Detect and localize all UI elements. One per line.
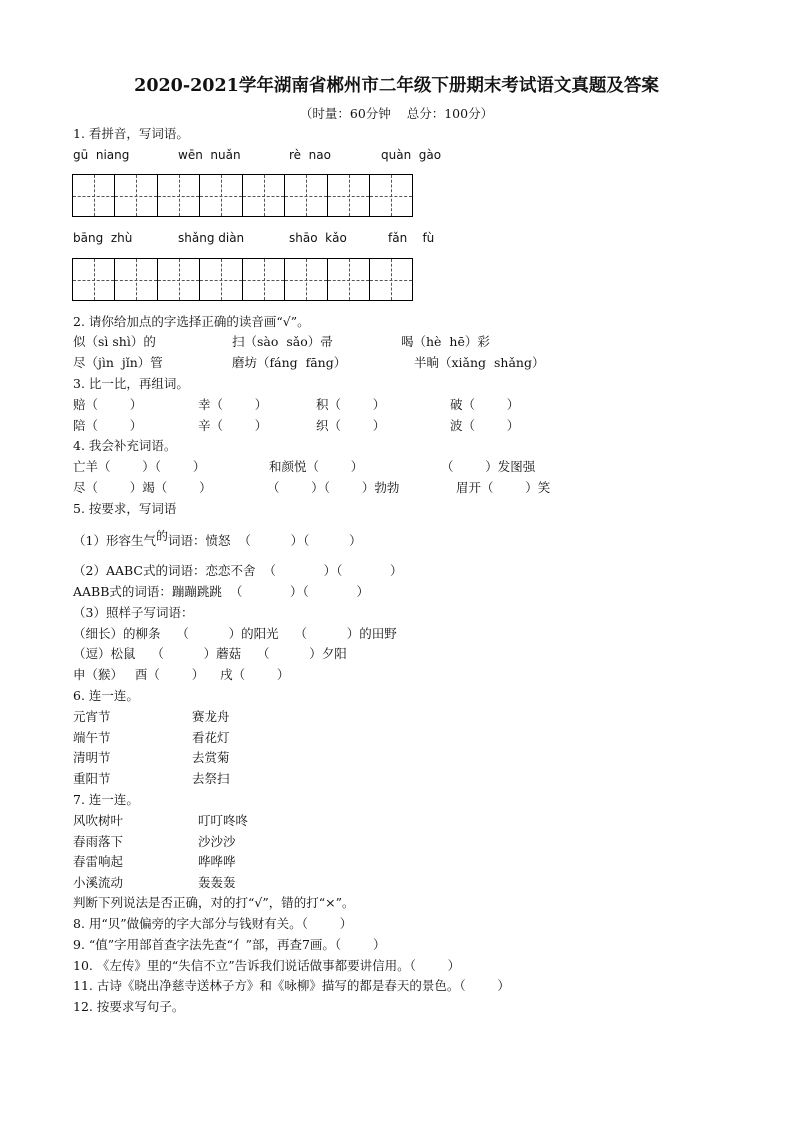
char-cell[interactable] — [115, 175, 157, 216]
pinyin: quàn gào — [381, 148, 442, 162]
q6-right: 看花灯 — [192, 730, 230, 745]
q12: 12. 按要求写句子。 — [73, 999, 185, 1014]
pinyin: wēn nuǎn — [178, 148, 241, 162]
char-cell[interactable] — [328, 259, 370, 300]
q4-heading: 4. 我会补充词语。 — [73, 438, 177, 453]
q4-item: 亡羊（ ）（ ） — [73, 459, 206, 474]
char-cell[interactable] — [115, 259, 157, 300]
q8: 8. 用“贝”做偏旁的字大部分与钱财有关。（ ） — [73, 916, 353, 931]
q5-line6: （逗）松鼠 （ ）蘑菇 （ ）夕阳 — [73, 646, 347, 661]
q3-item: 织（ ） — [316, 418, 386, 433]
char-cell[interactable] — [73, 175, 115, 216]
q6-right: 赛龙舟 — [192, 709, 230, 724]
char-cell[interactable] — [73, 259, 115, 300]
q5-line1-sup: 的 — [155, 529, 168, 543]
pinyin: shǎng diàn — [178, 231, 245, 245]
q5-line1-a: （1）形容生气 — [73, 533, 156, 548]
q3-item: 辛（ ） — [198, 418, 268, 433]
q6-left: 重阳节 — [73, 771, 111, 786]
char-cell[interactable] — [200, 175, 242, 216]
q5-heading: 5. 按要求，写词语 — [73, 501, 177, 516]
exam-info: （时量：60分钟 总分：100分） — [299, 106, 494, 121]
q6-left: 端午节 — [73, 730, 111, 745]
q5-line5: （细长）的柳条 （ ）的阳光 （ ）的田野 — [73, 626, 397, 641]
q3-item: 破（ ） — [450, 397, 520, 412]
q6-left: 元宵节 — [73, 709, 111, 724]
q11: 11. 古诗《晓出净慈寺送林子方》和《咏柳》描写的都是春天的景色。（ ） — [73, 978, 510, 993]
pinyin: gū niang — [73, 148, 130, 162]
q2-item: 半晌（xiǎng shǎng） — [414, 355, 545, 370]
q10: 10. 《左传》里的“失信不立”告诉我们说话做事都要讲信用。（ ） — [73, 958, 461, 973]
pinyin: rè nao — [289, 148, 331, 162]
q5-line1-b: 词语：愤怒 （ ）（ ） — [167, 533, 362, 548]
char-cell[interactable] — [243, 175, 285, 216]
char-cell[interactable] — [285, 175, 327, 216]
q2-item: 尽（jìn jǐn）管 — [73, 355, 163, 370]
writing-grid-row2[interactable] — [72, 258, 413, 301]
q6-right: 去赏菊 — [192, 750, 230, 765]
q5-line4: （3）照样子写词语： — [73, 605, 194, 620]
q2-item: 喝（hè hē）彩 — [401, 334, 490, 349]
q2-item: 似（sì shì）的 — [73, 334, 156, 349]
q7-heading: 7. 连一连。 — [73, 792, 139, 807]
q6-right: 去祭扫 — [192, 771, 230, 786]
pinyin: bāng zhù — [73, 231, 133, 245]
pinyin: shāo kǎo — [289, 231, 347, 245]
q5-line1 — [73, 529, 362, 549]
page-title: 2020-2021学年湖南省郴州市二年级下册期末考试语文真题及答案 — [134, 76, 659, 96]
q6-left: 清明节 — [73, 750, 111, 765]
q7-left: 风吹树叶 — [73, 813, 124, 828]
q4-item: （ ）（ ）勃勃 — [267, 480, 400, 495]
q5-line2: （2）AABC式的词语：恋恋不舍 （ ）（ ） — [73, 563, 403, 578]
q6-heading: 6. 连一连。 — [73, 688, 139, 703]
char-cell[interactable] — [285, 259, 327, 300]
q2-item: 扫（sào sǎo）帚 — [232, 334, 333, 349]
q2-heading: 2. 请你给加点的字选择正确的读音画“√”。 — [73, 314, 310, 329]
q7-right: 哗哗哗 — [198, 854, 236, 869]
q7-right: 叮叮咚咚 — [198, 813, 249, 828]
q3-item: 波（ ） — [450, 418, 520, 433]
q7-right: 轰轰轰 — [198, 875, 236, 890]
q7-right: 沙沙沙 — [198, 834, 236, 849]
char-cell[interactable] — [370, 175, 412, 216]
pinyin: fǎn fù — [388, 231, 435, 245]
q4-item: （ ）发图强 — [441, 459, 536, 474]
q7-left: 春雷响起 — [73, 854, 124, 869]
q3-item: 积（ ） — [316, 397, 386, 412]
q9: 9. “值”字用部首查字法先查“亻”部，再查7画。（ ） — [73, 937, 386, 952]
q3-item: 幸（ ） — [198, 397, 268, 412]
q2-item: 磨坊（fáng fāng） — [232, 355, 347, 370]
char-cell[interactable] — [158, 259, 200, 300]
q3-heading: 3. 比一比，再组词。 — [73, 376, 189, 391]
char-cell[interactable] — [370, 259, 412, 300]
char-cell[interactable] — [200, 259, 242, 300]
q1-heading: 1. 看拼音，写词语。 — [73, 126, 189, 141]
q7-left: 小溪流动 — [73, 875, 124, 890]
q7-left: 春雨落下 — [73, 834, 124, 849]
judge-heading: 判断下列说法是否正确，对的打“√”，错的打“×”。 — [73, 895, 355, 910]
writing-grid-row1[interactable] — [72, 174, 413, 217]
char-cell[interactable] — [243, 259, 285, 300]
q4-item: 尽（ ）竭（ ） — [73, 480, 212, 495]
char-cell[interactable] — [158, 175, 200, 216]
q4-item: 和颜悦（ ） — [269, 459, 364, 474]
q5-line7: 申（猴） 酉（ ） 戌（ ） — [73, 667, 290, 682]
q5-line3: AABB式的词语：蹦蹦跳跳 （ ）（ ） — [73, 584, 369, 599]
char-cell[interactable] — [328, 175, 370, 216]
q3-item: 赔（ ） — [73, 397, 143, 412]
q3-item: 陪（ ） — [73, 418, 143, 433]
q4-item: 眉开（ ）笑 — [456, 480, 551, 495]
